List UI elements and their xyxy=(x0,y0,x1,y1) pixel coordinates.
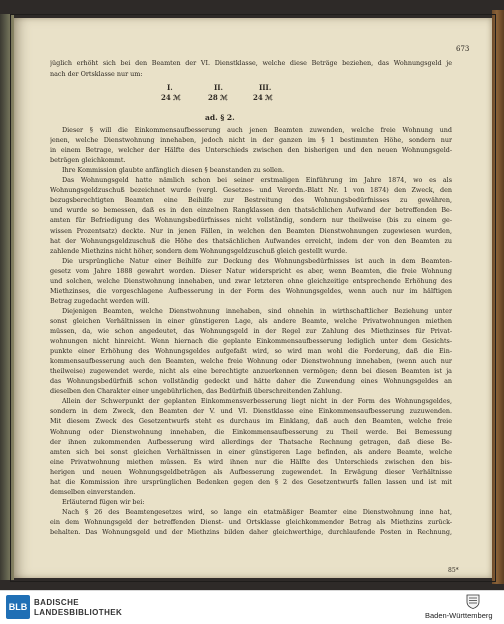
paragraph-line: sondern in dem Zweck, den Beamten der V. und VI. Dienstklasse eine Einkommensaufbesserung zuzuwenden. xyxy=(50,408,452,416)
paragraph-line: in einem Betrage, welcher der Hälfte des Unterschieds zwischen den bisherigen und den neuen Wohnungsgeld- xyxy=(50,147,452,155)
footer-page-mark: 85* xyxy=(448,567,459,574)
paragraph-line: müssen, da, wie schon angedeutet, das Wohnungsgeld in der Regel zur Zahlung des Miethzinses für Privat- xyxy=(50,328,452,335)
paragraph-line: herigen und neuen Wohnungsgeldbeträgen als Aufbesserung zugewendet. In Erwägung dieser Verhältnisse xyxy=(50,468,452,476)
paragraph-line: wohnungen nicht hinreicht. Wenn hiernach die geplante Einkommensaufbesserung lediglich unter dem Gesichts- xyxy=(50,338,452,346)
paragraph-line: und solchen, welche Dienstwohnung innehaben, und zwar letzteren ohne gleichzeitige entsprechende Erhöhung des xyxy=(50,277,452,285)
table-header: II. xyxy=(214,83,223,92)
paragraph-line: Ihre Kommission glaubte anfänglich diesen § beanstanden zu sollen. xyxy=(62,166,284,175)
paragraph-line: ein dem Wohnungsgeld der betreffenden Dienst- und Ortsklasse gleichkommender Betrag als Miethzins zurück- xyxy=(50,518,452,526)
book-cover-right xyxy=(492,10,504,584)
paragraph-line: Wohnungsgeldzuschuß bezeichnet wurde (vergl. Gesetzes- und Verordn.-Blatt Nr. 1 von 1874) den Zweck, den xyxy=(50,187,452,195)
paragraph-line: sonst gleichen Verhältnissen in einer günstigeren Lage, als andere Beamte, welche Privatwohnungen miethen xyxy=(50,317,452,325)
state-name: Baden-Württemberg xyxy=(425,611,493,620)
paragraph-line: amten sich bei sonst gleichen Verhältnissen in einer günstigeren Lage befinden, als andere Beamte, welche xyxy=(50,448,452,456)
paragraph-line: Nach § 26 des Beamtengesetzes wird, so lange ein etatmäßiger Beamter eine Dienstwohnung inne hat, xyxy=(62,508,452,516)
paragraph-line: punkte einer Erhöhung des Wohnungsgeldes aufgefaßt wird, so wird man wohl die Forderung, daß die Ein- xyxy=(50,348,452,356)
blb-logo[interactable]: BLB xyxy=(6,595,30,619)
paragraph-line: theilweise) zugewendet werde, nicht als eine berechtigte anzuerkennen vermögen; denn bei diesen Beamten ist ja xyxy=(50,368,452,376)
paragraph-line: demselben einverstanden. xyxy=(50,487,136,496)
paragraph-line: und wurde so bemessen, daß es in den einzelnen Rangklassen den thatsächlichen Aufwand der betreffenden Be- xyxy=(50,207,452,215)
paragraph-line: Das Wohnungsgeld hatte nämlich schon bei seiner erstmaligen Einführung im Jahre 1874, wo es als xyxy=(62,177,452,185)
paragraph-line: kommensaufbesserung auch den Beamten, welche freie Wohnung oder Dienstwohnung innehaben, (wenn auch nur xyxy=(50,358,452,366)
paragraph-line: Mit diesem Zweck des Gesetzentwurfs steht es durchaus im Einklang, daß auch den Beamten, welche freie xyxy=(50,418,452,426)
text-line: jüglich erhöht sich bei den Beamten der VI. Dienstklasse, welche diese Beträge beziehen, das Wohnungsgeld je xyxy=(50,60,452,67)
paragraph-line: hat der Wohnungsgeldzuschuß die Höhe des thatsächlichen Aufwandes erreicht, indem der von den Beamten zu xyxy=(50,237,452,245)
table-value: 24 ℳ xyxy=(253,93,273,102)
library-name-line2: LANDESBIBLIOTHEK xyxy=(34,608,123,617)
table-header: III. xyxy=(259,83,272,92)
paragraph-line: Dieser § will die Einkommensaufbesserung auch jenen Beamten zuwenden, welche freie Wohnung und xyxy=(62,127,452,134)
paragraph-line: wissen Prozentsatz) deckte. Nur in jenen Fällen, in welchen den Beamten Dienstwohnungen zugewiesen wurden, xyxy=(50,227,452,235)
library-name-line1: BADISCHE xyxy=(34,598,79,607)
paragraph-line: Die ursprüngliche Natur einer Beihilfe zur Deckung des Wohnungsbedürfnisses ist auch in dem Beamten- xyxy=(62,257,452,265)
paragraph-line: bezugsberechtigten Beamten eine Beihilfe zur Bestreitung des Wohnungsbedürfnisses zu gewähren, xyxy=(50,197,452,205)
footer-bar xyxy=(0,590,504,624)
paragraph-line: gesetz vom Jahre 1888 gewahrt worden. Dieser Natur widerspricht es aber, wenn Beamten, die freie Wohnung xyxy=(50,267,452,275)
paragraph-line: jenen, welche Dienstwohnung innehaben, jedoch nicht in der ganzen im § 1 bestimmten Höhe, sondern nur xyxy=(50,137,452,145)
paragraph-line: beträgen gleichkommt. xyxy=(50,156,126,165)
paragraph-line: Diejenigen Beamten, welche Dienstwohnung innehaben, sind ohnehin in wirthschaftlicher Beziehung unter xyxy=(62,307,452,315)
table-value: 24 ℳ xyxy=(161,93,181,102)
state-emblem-icon xyxy=(466,594,480,609)
paragraph-line: Erläuternd fügen wir bei: xyxy=(62,497,145,506)
paragraph-line: hat die Kommission ihre ursprünglichen Bedenken gegen den § 2 des Gesetzentwurfs fallen lassen und ist mit xyxy=(50,478,452,486)
paragraph-line: Allein der Schwerpunkt der geplanten Einkommensverbesserung liegt nicht in der Form des Wohnungsgeldes, xyxy=(62,398,452,406)
paragraph-line: behalten. Das Wohnungsgeld und der Miethzins bilden daher gleichwerthige, durchlaufende Posten in Rechnung, xyxy=(50,529,452,536)
page-number: 673 xyxy=(456,45,470,53)
book-cover-left xyxy=(0,14,14,580)
paragraph-line: Miethzinses, die vorgeschlagene Aufbesserung in der Form des Wohnungsgeldes, wenn auch nur im hälftigen xyxy=(50,287,452,295)
paragraph-line: der ihnen zukommenden Aufbesserung wird allerdings der Thatsache Rechnung getragen, daß diese Be- xyxy=(50,438,452,446)
paragraph-line: Betrag zugedacht werden will. xyxy=(50,296,150,305)
paragraph-line: das Wohnungsbedürfniß schon vollständig gedeckt und hätte daher die Zuwendung eines Wohnungsgeldes an xyxy=(50,378,452,386)
table-header: I. xyxy=(167,83,173,92)
table-value: 28 ℳ xyxy=(208,93,228,102)
section-heading: ad. § 2. xyxy=(205,113,235,122)
paragraph-line: zahlende Miethzins nicht höher, sondern dem Wohnungsgeldzuschuß gleich gestellt wurde. xyxy=(50,246,348,255)
paragraph-line: amten für Befriedigung des Wohnungsbedürfnisses nicht vollständig, sondern nur theilweise (bis zu einem ge- xyxy=(50,217,452,225)
paragraph-line: dieselben den Charakter einer ungebührlichen, das Bedürfniß überschreitenden Zahlung. xyxy=(50,387,343,396)
text-line: nach der Ortsklasse nur um: xyxy=(50,70,143,78)
paragraph-line: Wohnung oder Dienstwohnung innehaben, die Einkommensaufbesserung zu Theil werde. Bei Bemessung xyxy=(50,428,452,436)
paragraph-line: eine Privatwohnung miethen müssen. Es wird ihnen nur die Hälfte des Unterschieds zwischen den bis- xyxy=(50,458,452,466)
